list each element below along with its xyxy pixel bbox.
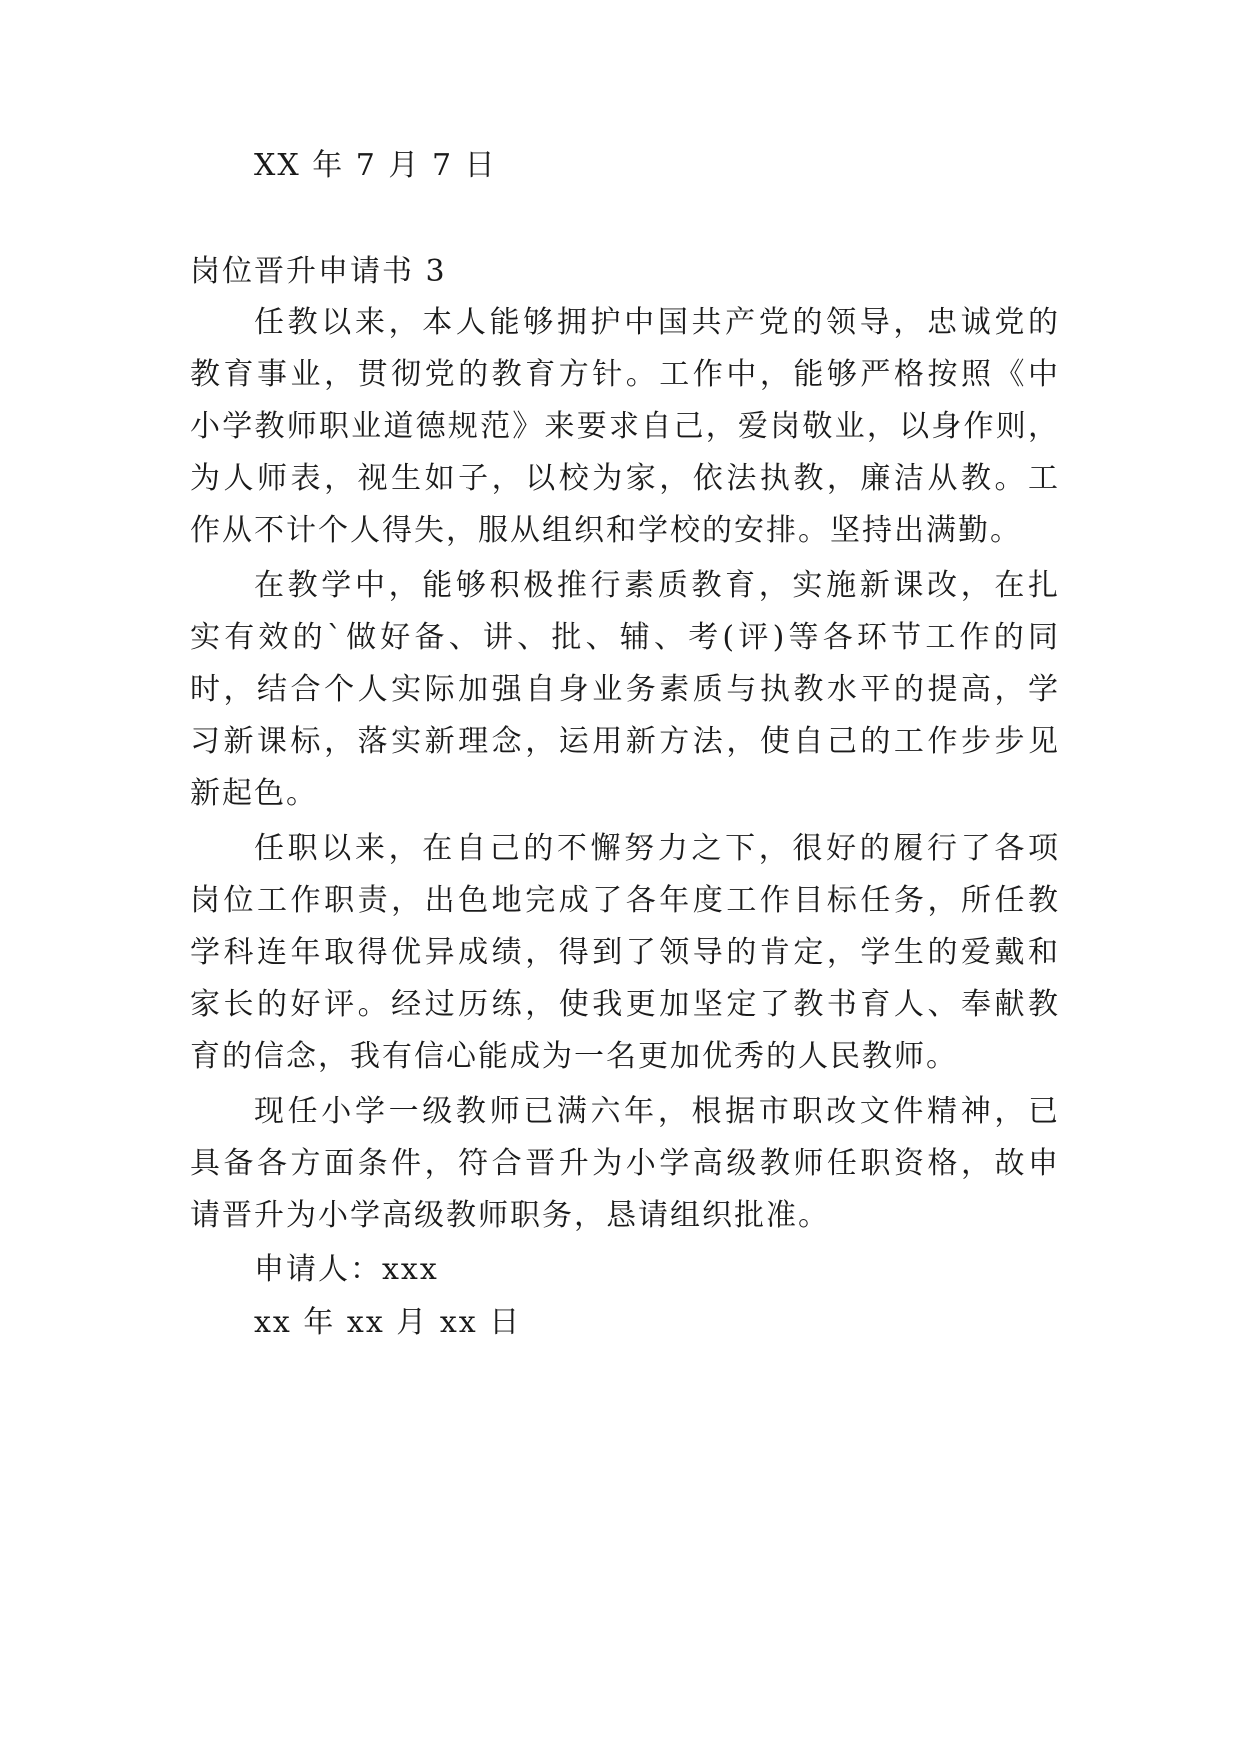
paragraph-line: 习新课标，落实新理念，运用新方法，使自己的工作步步见: [190, 724, 1060, 759]
top-date: XX 年 7 月 7 日: [254, 148, 497, 183]
paragraph-line: 小学教师职业道德规范》来要求自己，爱岗敬业，以身作则，: [190, 409, 1060, 444]
paragraph-line: 家长的好评。经过历练，使我更加坚定了教书育人、奉献教: [190, 987, 1060, 1022]
paragraph-line: 学科连年取得优异成绩，得到了领导的肯定，学生的爱戴和: [190, 935, 1060, 970]
paragraph-line: 教育事业，贯彻党的教育方针。工作中，能够严格按照《中: [190, 357, 1060, 392]
paragraph-line: 时，结合个人实际加强自身业务素质与执教水平的提高，学: [190, 672, 1060, 707]
sign-date: xx 年 xx 月 xx 日: [254, 1305, 522, 1340]
paragraph-line: 任教以来，本人能够拥护中国共产党的领导，忠诚党的: [254, 305, 1060, 340]
paragraph-line: 新起色。: [190, 776, 318, 811]
paragraph-line: 请晋升为小学高级教师职务，恳请组织批准。: [190, 1198, 830, 1233]
paragraph-line: 现任小学一级教师已满六年，根据市职改文件精神，已: [254, 1094, 1060, 1129]
paragraph-line: 岗位工作职责，出色地完成了各年度工作目标任务，所任教: [190, 883, 1060, 918]
paragraph-line: 实有效的`做好备、讲、批、辅、考(评)等各环节工作的同: [190, 620, 1060, 655]
paragraph-line: 为人师表，视生如子，以校为家，依法执教，廉洁从教。工: [190, 461, 1060, 496]
paragraph-line: 在教学中，能够积极推行素质教育，实施新课改，在扎: [254, 568, 1060, 603]
paragraph-line: 具备各方面条件，符合晋升为小学高级教师任职资格，故申: [190, 1146, 1060, 1181]
paragraph-line: 作从不计个人得失，服从组织和学校的安排。坚持出满勤。: [190, 513, 1022, 548]
applicant-signature: 申请人：xxx: [254, 1252, 439, 1287]
paragraph-line: 育的信念，我有信心能成为一名更加优秀的人民教师。: [190, 1039, 958, 1074]
paragraph-line: 任职以来，在自己的不懈努力之下，很好的履行了各项: [254, 831, 1060, 866]
document-title: 岗位晋升申请书 3: [190, 254, 447, 289]
